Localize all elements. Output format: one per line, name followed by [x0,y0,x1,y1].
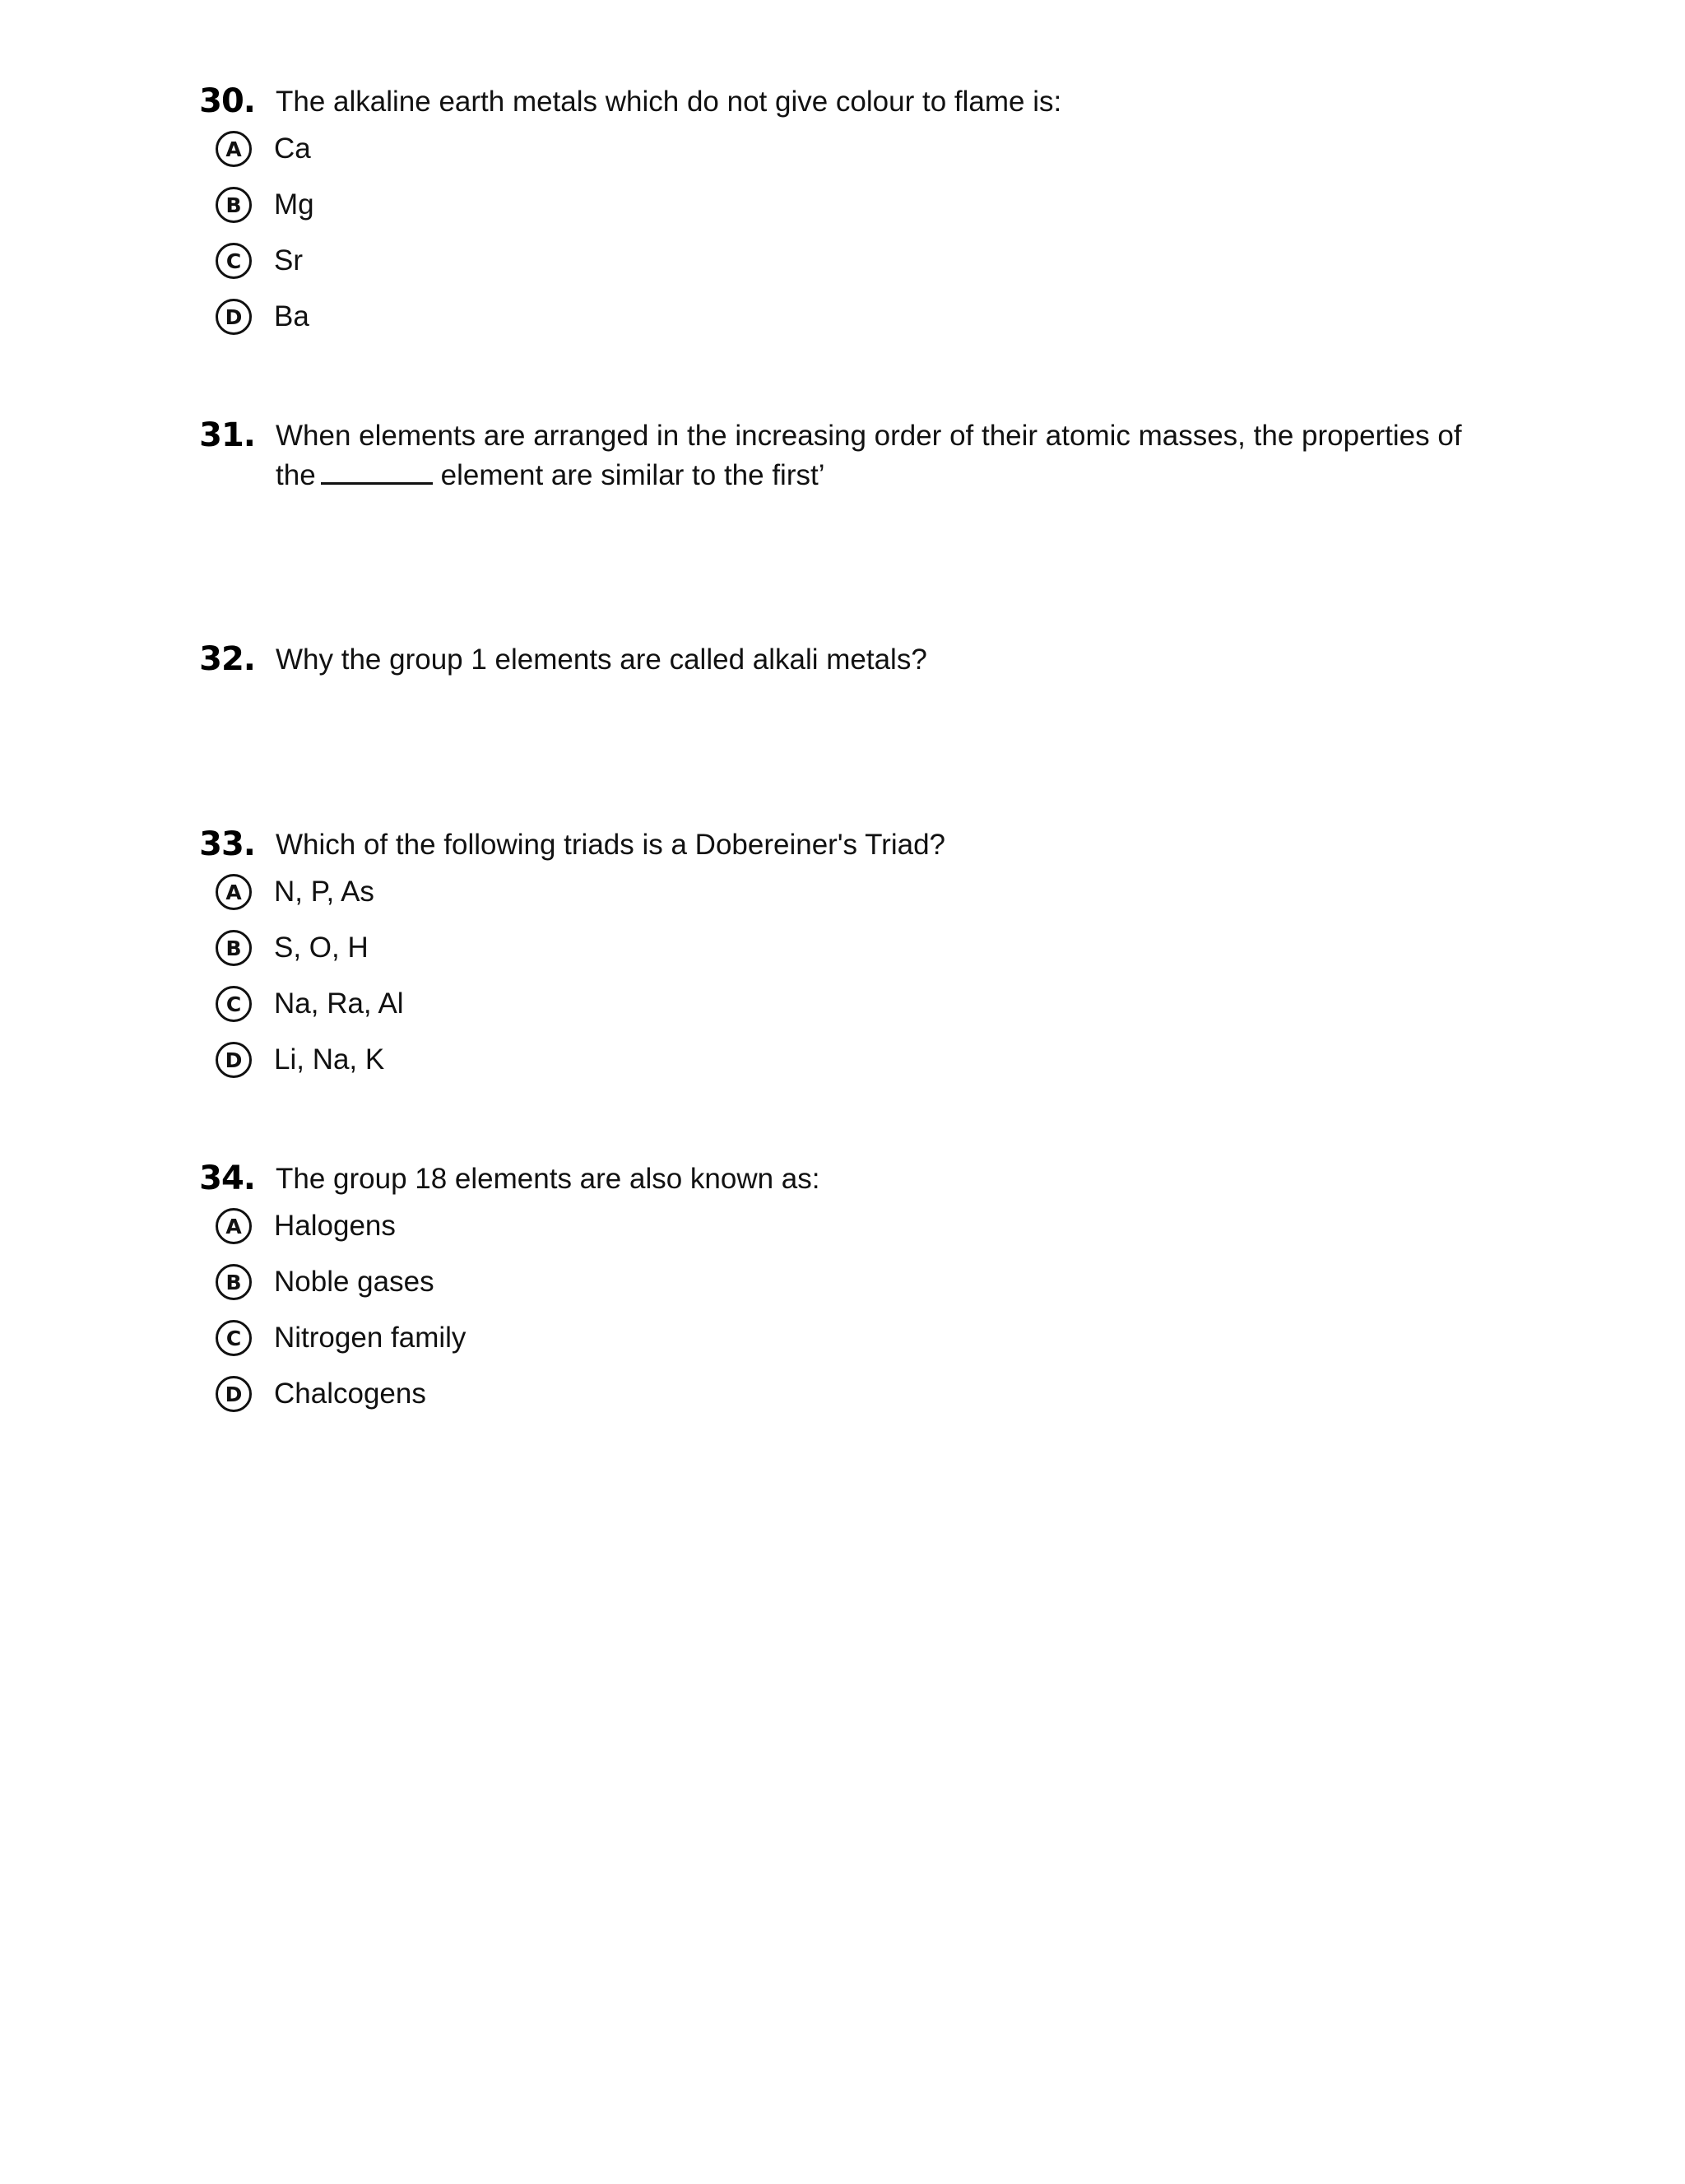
option-letter-c: C [216,243,252,279]
option-letter-c: C [216,986,252,1022]
option-letter-b: B [216,1264,252,1300]
option-letter-a: A [216,874,252,910]
option-text: Na, Ra, Al [274,987,404,1020]
option-b[interactable] [216,184,314,225]
options-list [216,128,314,352]
option-a[interactable] [216,1206,466,1247]
option-a[interactable] [216,871,404,913]
question-number: 31. [199,416,255,454]
option-text: Halogens [274,1210,396,1242]
question-text: Why the group 1 elements are called alkali metals? [276,644,927,676]
option-letter-d: D [216,1042,252,1078]
question-text: The alkaline earth metals which do not give colour to flame is: [276,86,1062,118]
option-text: Noble gases [274,1266,434,1298]
options-list [216,1206,466,1429]
option-c[interactable] [216,240,314,281]
option-text: Sr [274,244,303,276]
question-text-before-blank: When elements are arranged in the increasing order of their atomic masses, the properties of the [276,420,1462,491]
option-letter-d: D [216,299,252,335]
question-text: Which of the following triads is a Dobereiner's Triad? [276,829,946,861]
question-text-after-blank: element are similar to the first’ [440,459,825,491]
option-text: S, O, H [274,932,369,964]
question-number: 32. [199,640,255,678]
question-number: 34. [199,1159,255,1197]
option-letter-b: B [216,930,252,966]
option-letter-a: A [216,1208,252,1244]
option-text: Mg [274,188,314,221]
options-list [216,871,404,1095]
option-letter-c: C [216,1320,252,1356]
option-a[interactable] [216,128,314,170]
option-d[interactable] [216,296,314,337]
option-b[interactable] [216,927,404,969]
option-d[interactable] [216,1373,466,1415]
question-text [276,416,1485,495]
answer-blank[interactable] [321,458,433,485]
option-letter-a: A [216,131,252,167]
option-c[interactable] [216,983,404,1025]
option-text: Nitrogen family [274,1322,467,1354]
option-c[interactable] [216,1317,466,1359]
question-number: 33. [199,825,255,863]
option-letter-b: B [216,187,252,223]
option-d[interactable] [216,1039,404,1080]
option-letter-d: D [216,1376,252,1412]
option-text: Chalcogens [274,1378,426,1410]
option-text: Ba [274,300,309,332]
question-text: The group 18 elements are also known as: [276,1163,820,1195]
option-text: N, P, As [274,876,374,908]
option-b[interactable] [216,1262,466,1303]
option-text: Ca [274,132,311,165]
option-text: Li, Na, K [274,1043,385,1076]
question-number: 30. [199,82,255,120]
